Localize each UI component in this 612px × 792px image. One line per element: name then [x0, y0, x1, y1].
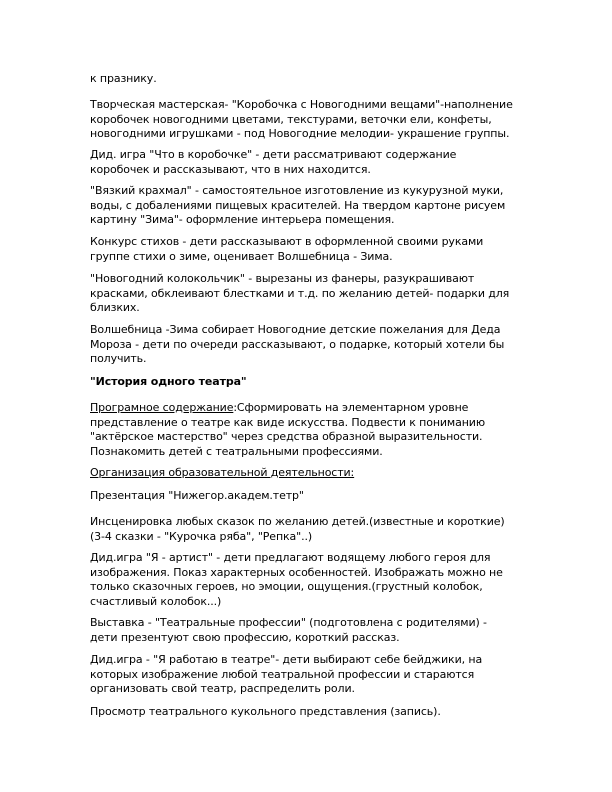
subsection-heading: Организация образовательной деятельности:: [90, 466, 355, 479]
paragraph-box-game: Дид. игра "Что в коробочке" - дети рассматривают содержание коробочек и рассказывают, что в них находится.: [90, 148, 457, 176]
paragraph-bell: "Новогодний колокольчик" - вырезаны из фанеры, разукрашивают красками, обклеивают блестками и т.д. по желанию детей- подарки для близких.: [90, 272, 510, 314]
paragraph-intro-end: к празнику.: [90, 72, 157, 85]
paragraph-starch: "Вязкий крахмал" - самостоятельное изготовление из кукурузной муки, воды, с добалениями пищевых красителей. На твердом картоне рисуем картину "Зима"- оформление интерьера помещения.: [90, 184, 506, 226]
paragraph-artist-game: Дид.игра "Я - артист" - дети предлагают водящему любого героя для изображения. Показ характерных особенностей. Изображать можно не только сказочных героев, но эмоции, ощущения.(грустный колобок, счастливый колобок...): [90, 551, 503, 608]
program-content-label: Програмное содержание: [90, 401, 234, 414]
paragraph-theatre-game: Дид.игра - "Я работаю в театре"- дети выбирают себе бейджики, на которых изображение любой театральной профессии и стараются организовать свой театр, распределить роли.: [90, 653, 483, 695]
paragraph-exhibition: Выставка - "Театральные профессии" (подготовлена с родителями) - дети презентуют свою профессию, короткий рассказ.: [90, 616, 487, 644]
paragraph-program-content: Програмное содержание:Сформировать на элементарном уровне представление о театре как виде искусства. Подвести к пониманию "актёрское мастерство" через средства образной выразительности. Познакомить детей с театральными профессиями.: [90, 401, 485, 458]
paragraph-puppet-show: Просмотр театрального кукольного представления (запись).: [90, 705, 441, 718]
section-title: "История одного театра": [90, 375, 247, 388]
paragraph-workshop: Творческая мастерская- "Коробочка с Новогодними вещами"-наполнение коробочек новогодними цветами, текстурами, веточки ели, конфеты, новогодними игрушками - под Новогодние мелодии- украшение группы.: [90, 98, 513, 140]
paragraph-staging: Инсценировка любых сказок по желанию детей.(известные и короткие) (3-4 сказки - "Курочка ряба", "Репка"..): [90, 515, 505, 543]
paragraph-presentation: Презентация "Нижегор.академ.тетр": [90, 489, 304, 502]
paragraph-wishes: Волшебница -Зима собирает Новогодние детские пожелания для Деда Мороза - дети по очереди рассказывают, о подарке, который хотели бы получить.: [90, 323, 505, 365]
paragraph-poem-contest: Конкурс стихов - дети рассказывают в оформленной своими руками группе стихи о зиме, оценивает Волшебница - Зима.: [90, 235, 484, 263]
